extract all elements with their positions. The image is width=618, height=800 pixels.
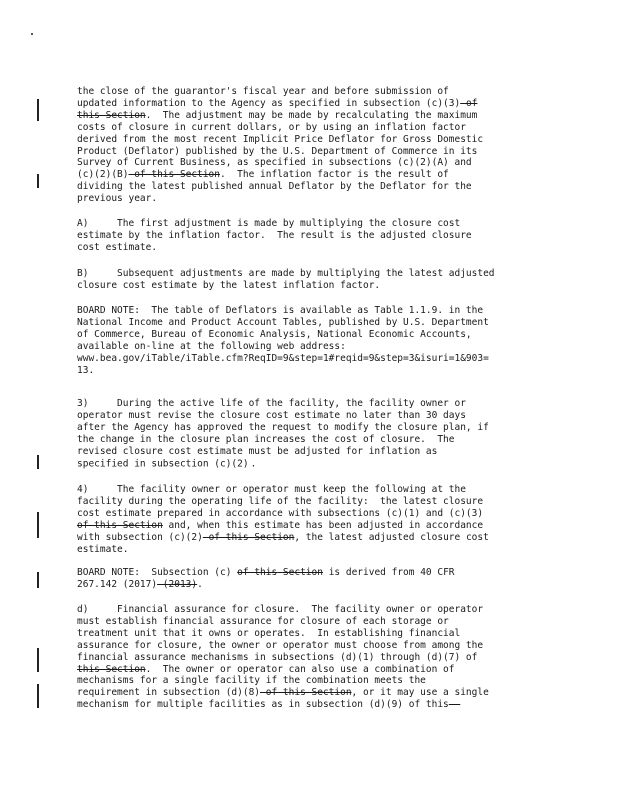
paragraph-adjustment: the close of the guarantor's fiscal year and before submission of updated information to the Agency as specified in subsection (c)(3) of this Section. The adjustment may be made by recalculating the maximum costs of closure in current dollars, or by using an inflation factor derived from the most recent Implicit Price Deflator for Gross Domestic Product (Deflator) published by the U.S. Department of Commerce in its Survey of Current Business, as specified in subsections (c)(2)(A) and (c)(2)(B) of this Section. The inflation factor is the result of dividing the latest published annual Deflator by the Deflator for the previous year.	[77, 86, 484, 205]
revision-bar	[37, 572, 39, 588]
revision-bar	[37, 648, 39, 672]
paragraph-4: 4) The facility owner or operator must keep the following at the facility during the operating life of the facility: the latest closure cost estimate prepared in accordance with subsections (c)(1) and (c)(3) of this Section and, when this estimate has been adjusted in accordance with subsection (c)(2) of this Section, the latest adjusted closure cost estimate.	[77, 484, 489, 555]
paragraph-d: d) Financial assurance for closure. The facility owner or operator must establish financial assurance for closure of each storage or treatment unit that it owns or operates. In establishing financial assurance for closure, the owner or operator must choose from among the financial assurance mechanisms in subsections (d)(1) through (d)(7) of this Section. The owner or operator can also use a combination of mechanisms for a single facility if the combination meets the requirement in subsection (d)(8) of this Section, or it may use a single mechanism for multiple facilities as in subsection (d)(9) of this	[77, 604, 489, 711]
revision-bar	[37, 684, 39, 708]
deleted-text: of this	[237, 567, 278, 578]
paragraph-subsection-b: B) Subsequent adjustments are made by multiplying the latest adjusted closure cost estimate by the latest inflation factor.	[77, 268, 495, 291]
board-note-deflators: BOARD NOTE: The table of Deflators is available as Table 1.1.9. in the National Income and Product Account Tables, published by U.S. Department of Commerce, Bureau of Economic Analysis, National Economic Accounts, available on-line at the following web address: www.bea.gov/iTable/iTable.cfm?ReqID=9&step=1#reqid=9&step=3&isuri=1&903= 13.	[77, 305, 489, 376]
scan-speck	[31, 33, 33, 35]
board-note-source: BOARD NOTE: Subsection (c) of this Section is derived from 40 CFR 267.142 (2017) (2013).	[77, 567, 455, 590]
paragraph-subsection-a: A) The first adjustment is made by multiplying the closure cost estimate by the inflation factor. The result is the adjusted closure cost estimate.	[77, 218, 472, 253]
deleted-text: of this Section	[260, 687, 352, 699]
deleted-text: of this Section	[77, 519, 163, 531]
revision-bar	[37, 512, 39, 538]
deleted-text: of this Section	[202, 531, 295, 543]
deleted-text: Section	[277, 567, 323, 578]
deleted-text: (2013)	[157, 578, 198, 590]
revision-bar	[37, 174, 39, 188]
revision-bar	[37, 455, 39, 469]
deleted-text	[449, 699, 460, 710]
paragraph-3: 3) During the active life of the facility, the facility owner or operator must revise the closure cost estimate no later than 30 days after the Agency has approved the request to modify the closure plan, if the change in the closure plan increases the cost of closure. The revised closure cost estimate must be adjusted for inflation as specified in subsection (c)(2) .	[77, 398, 489, 469]
deleted-text: of this Section	[128, 169, 220, 181]
revision-bar	[37, 99, 39, 121]
deleted-text: this Section	[77, 663, 146, 675]
deleted-text: of this Section	[77, 97, 478, 121]
